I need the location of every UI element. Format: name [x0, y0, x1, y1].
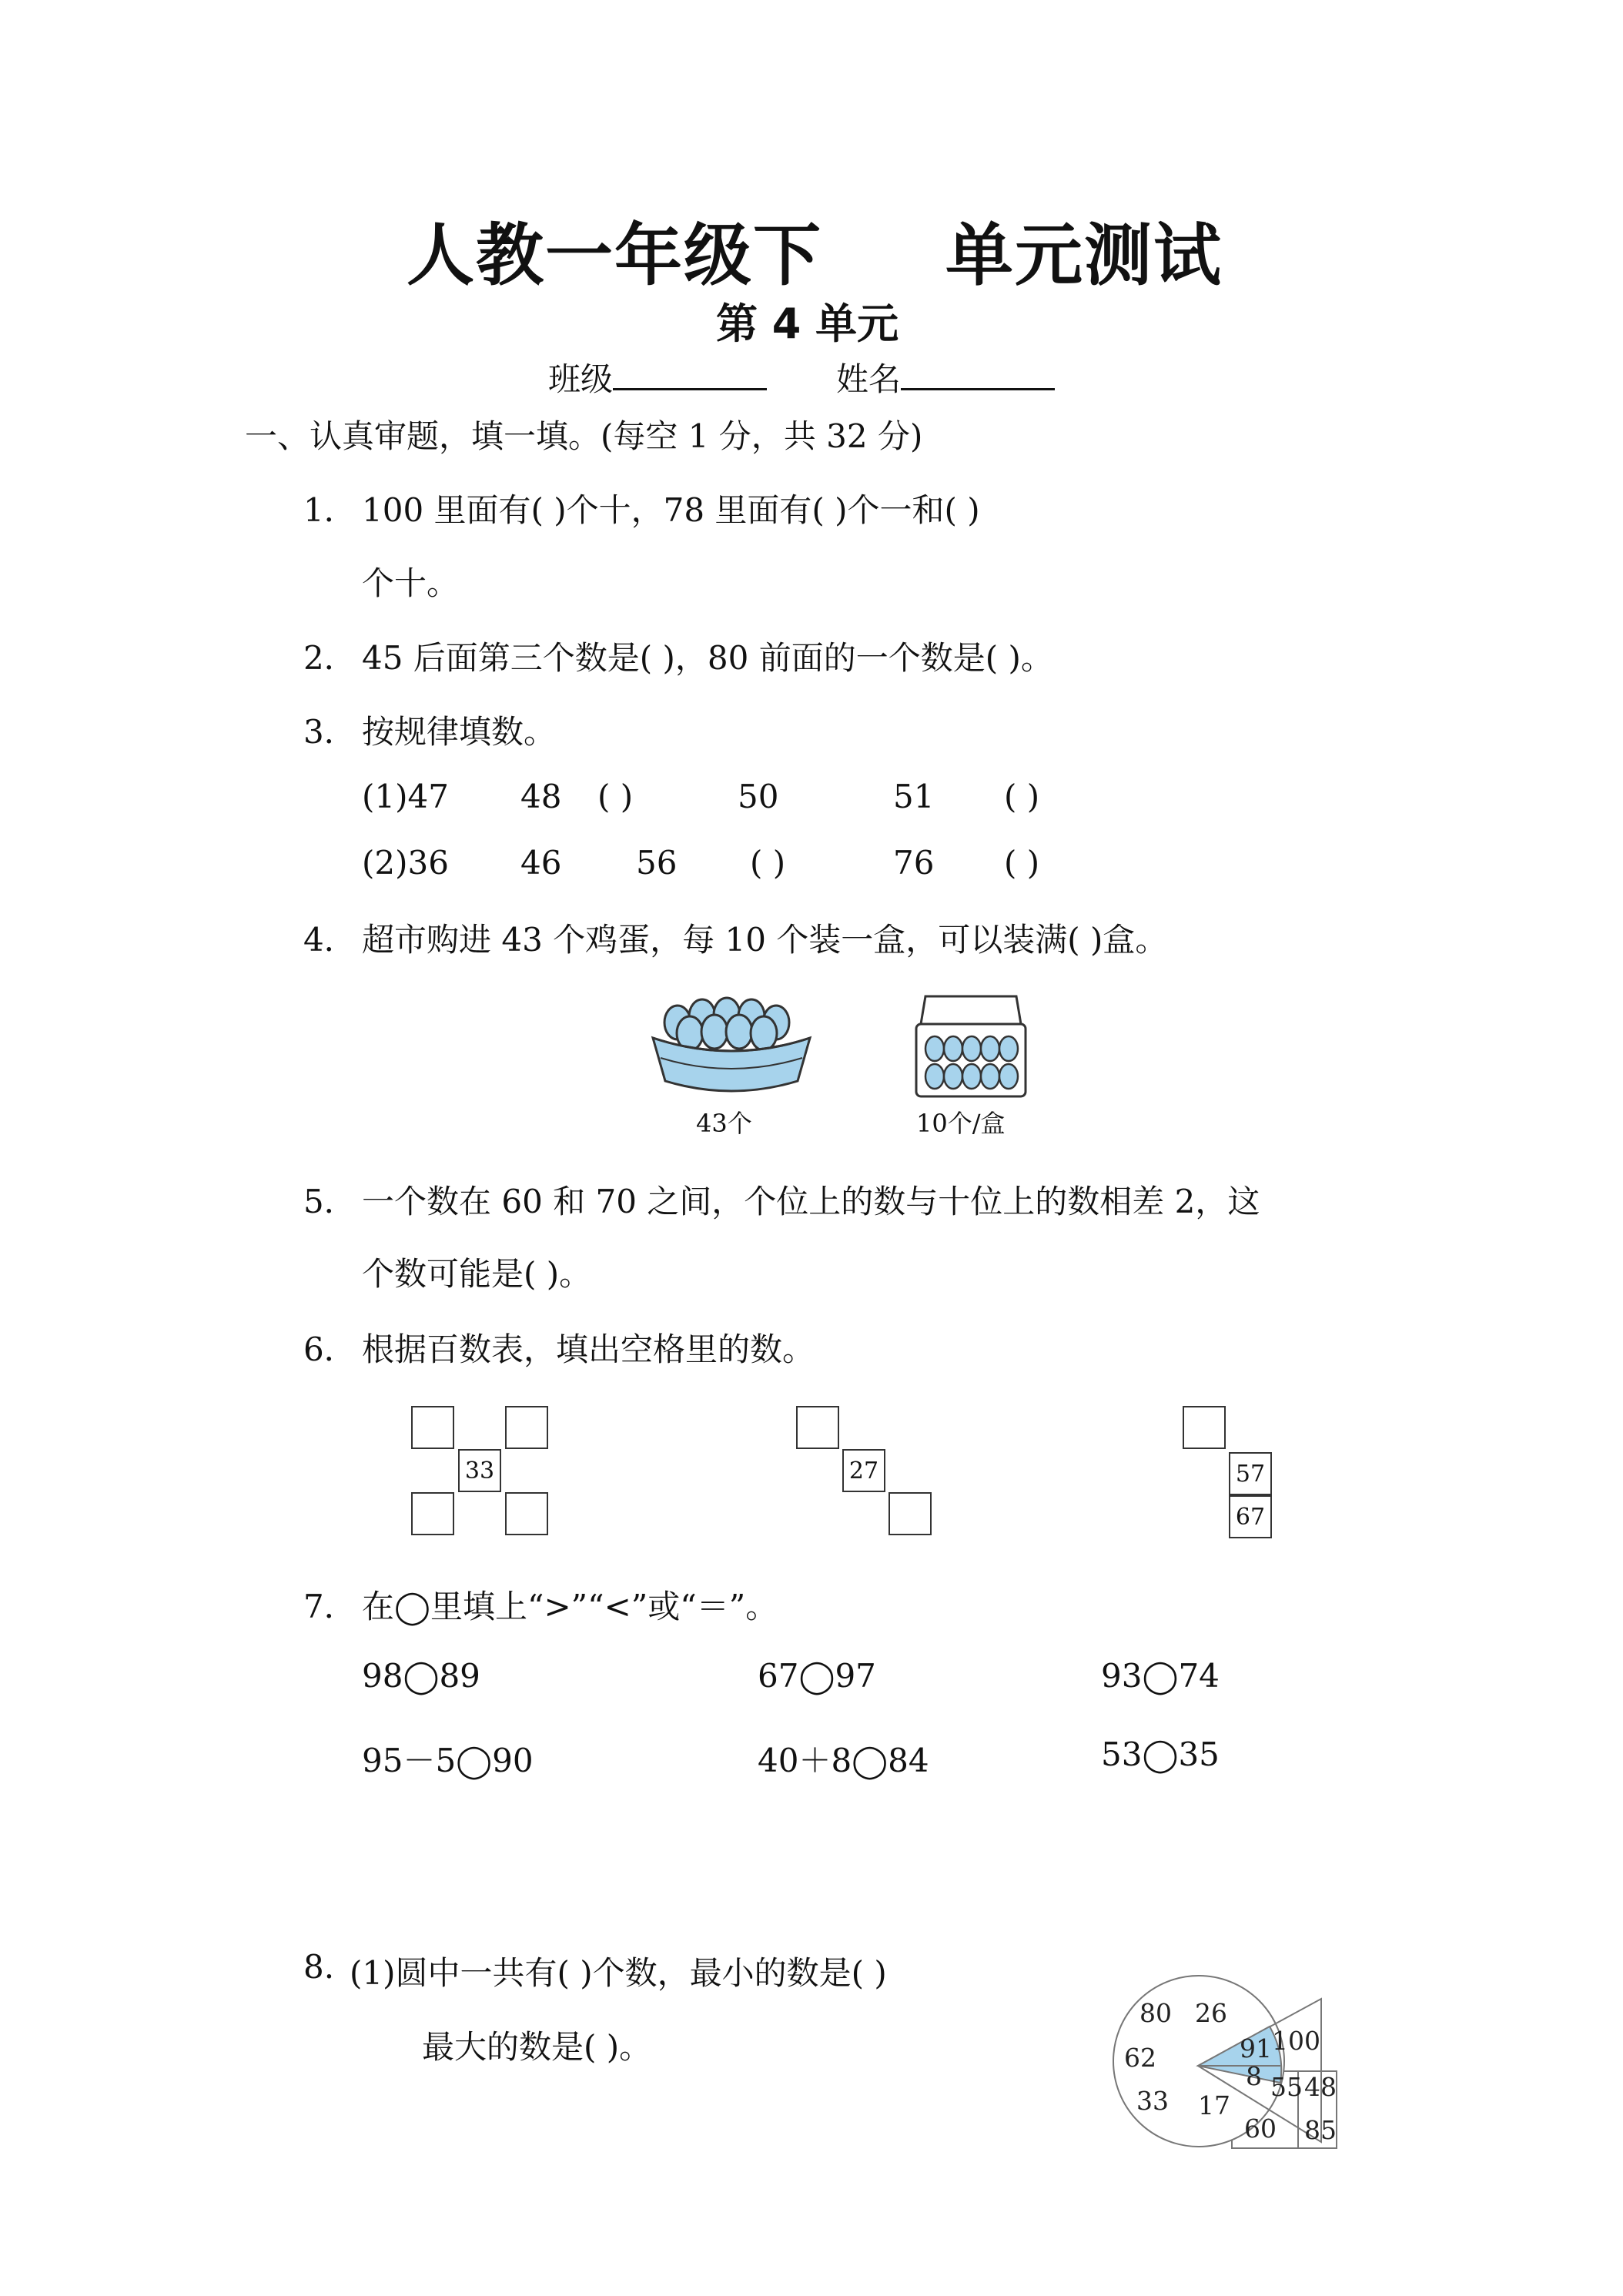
triangle-number: 60: [1244, 2114, 1277, 2144]
q3-row1-item: 48: [520, 778, 562, 815]
name-label: 姓名: [836, 360, 902, 398]
triangle-number: 55: [1270, 2072, 1303, 2102]
q2-number: 2．: [303, 639, 356, 677]
basket-caption: 43个: [696, 1109, 752, 1138]
q3-row2-item: (2)36: [362, 844, 449, 882]
rect-number: 85: [1304, 2115, 1337, 2145]
class-field: [548, 354, 767, 400]
q5-number: 5．: [303, 1183, 356, 1220]
q3-row1-blank[interactable]: ( ): [1004, 778, 1040, 815]
q3-row2-blank[interactable]: ( ): [750, 844, 786, 882]
name-blank[interactable]: [901, 356, 1055, 390]
compare-item[interactable]: 53◯35: [1101, 1735, 1220, 1773]
q7-text: 在◯里填上“>”“<”或“＝”。: [362, 1588, 778, 1625]
circle-number: 80: [1139, 1998, 1172, 2028]
circle-number: 17: [1198, 2090, 1230, 2120]
grid-given-cell: 57: [1229, 1452, 1272, 1495]
page-title-left: 人教一年级下: [407, 216, 823, 295]
name-field: [836, 354, 1055, 400]
compare-item[interactable]: 95－5◯90: [362, 1742, 534, 1779]
page-title-right: 单元测试: [945, 216, 1223, 295]
grid-blank-cell[interactable]: [411, 1492, 454, 1535]
circle-number: 33: [1136, 2086, 1169, 2116]
q3-row1-blank[interactable]: ( ): [597, 778, 634, 815]
q3-row2-item: 56: [636, 844, 678, 882]
q1-number: 1．: [303, 491, 356, 529]
compare-item[interactable]: 67◯97: [758, 1657, 876, 1695]
circle-number: 62: [1124, 2043, 1156, 2073]
grid-blank-cell[interactable]: [796, 1406, 839, 1449]
compare-item[interactable]: 40＋8◯84: [758, 1742, 929, 1779]
egg-basket-illustration: [647, 993, 816, 1101]
q5-line2: 个数可能是( )。: [362, 1255, 592, 1293]
circle-number: 26: [1195, 1998, 1227, 2028]
grid-given-cell: 27: [842, 1449, 885, 1492]
egg-box-illustration: [913, 993, 1029, 1101]
q8-number: 8.: [303, 1948, 335, 1986]
grid-given-cell: 33: [458, 1449, 501, 1492]
q6-text: 根据百数表，填出空格里的数。: [362, 1330, 815, 1368]
q1-line1: 100 里面有( )个十，78 里面有( )个一和( ): [362, 491, 980, 529]
q3-number: 3．: [303, 713, 356, 751]
grid-blank-cell[interactable]: [411, 1406, 454, 1449]
q8-line2: 最大的数是( )。: [422, 2028, 652, 2066]
triangle-number: 100: [1272, 2026, 1320, 2056]
q3-text: 按规律填数。: [362, 713, 557, 751]
shape-number-diagram: [1109, 1971, 1386, 2156]
class-blank[interactable]: [613, 356, 767, 390]
grid-given-cell: 67: [1229, 1495, 1272, 1538]
grid-blank-cell[interactable]: [505, 1406, 548, 1449]
section-heading: 一、认真审题，填一填。(每空 1 分，共 32 分): [245, 417, 923, 455]
q4-text: 超市购进 43 个鸡蛋，每 10 个装一盒，可以装满( )盒。: [362, 921, 1168, 959]
q3-row1-item: 50: [738, 778, 779, 815]
q3-row2-item: 46: [520, 844, 562, 882]
q2-text: 45 后面第三个数是( )，80 前面的一个数是( )。: [362, 639, 1053, 677]
box-caption: 10个/盒: [916, 1109, 1006, 1138]
grid-blank-cell[interactable]: [505, 1492, 548, 1535]
q8-line1: (1)圆中一共有( )个数，最小的数是( ): [350, 1954, 887, 1992]
circle-number: 91: [1240, 2033, 1272, 2063]
q3-row2-item: 76: [893, 844, 935, 882]
q7-number: 7．: [303, 1588, 356, 1625]
q6-number: 6．: [303, 1330, 356, 1368]
class-label: 班级: [548, 360, 614, 398]
q4-number: 4．: [303, 921, 356, 959]
q3-row1-item: (1)47: [362, 778, 449, 815]
unit-title: 第 4 单元: [716, 300, 899, 348]
grid-blank-cell[interactable]: [1183, 1406, 1226, 1449]
q1-line2: 个十。: [362, 564, 460, 602]
compare-item[interactable]: 98◯89: [362, 1657, 480, 1695]
circle-number: 8: [1246, 2061, 1262, 2091]
q5-line1: 一个数在 60 和 70 之间，个位上的数与十位上的数相差 2，这: [362, 1183, 1260, 1220]
rect-number: 48: [1304, 2072, 1337, 2102]
q3-row1-item: 51: [893, 778, 935, 815]
q3-row2-blank[interactable]: ( ): [1004, 844, 1040, 882]
grid-blank-cell[interactable]: [888, 1492, 932, 1535]
compare-item[interactable]: 93◯74: [1101, 1657, 1220, 1695]
